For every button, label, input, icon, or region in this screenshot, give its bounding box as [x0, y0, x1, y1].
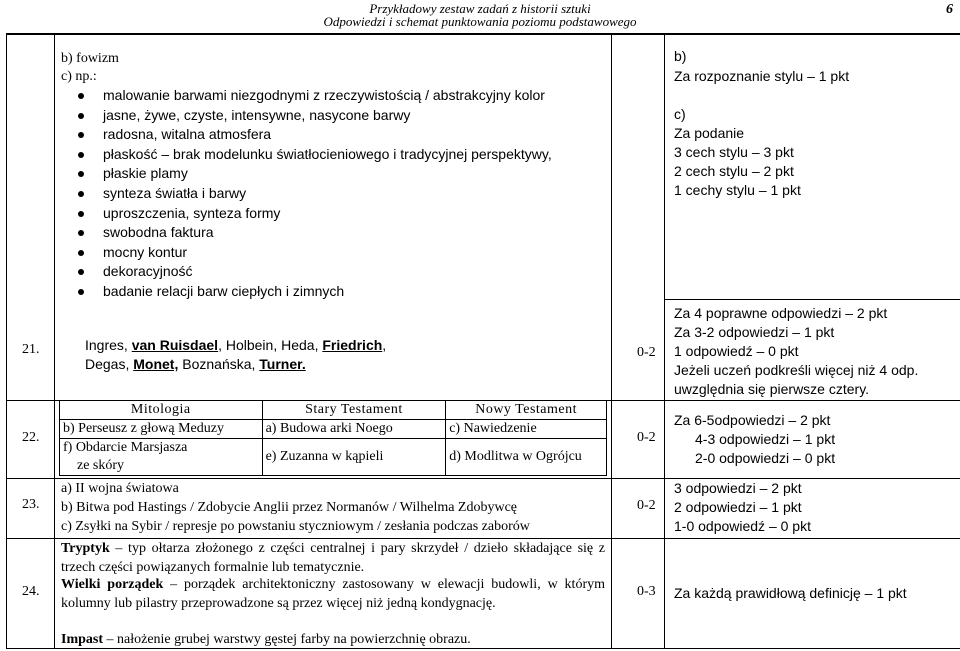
artist-text: , Holbein, Heda,	[218, 337, 323, 353]
artist-underlined: Friedrich	[322, 337, 383, 353]
definition: – typ ołtarza złożonego z części centralnej i pary skrzydeł / dzieło składające się z trzech części powiązanych formalnie lub tematycznie.	[61, 541, 605, 575]
definition-tryptyk	[61, 539, 605, 577]
table-cell: a) Budowa arki Noego	[262, 420, 446, 439]
question-number-22: 22.	[22, 430, 40, 445]
definition-impast	[61, 630, 605, 649]
grid-row-divider-21	[664, 299, 960, 300]
criteria-21-line: Za 4 poprawne odpowiedzi – 2 pkt	[674, 305, 888, 321]
artists-line-2	[85, 355, 306, 374]
mythology-testament-table	[59, 400, 607, 476]
artist-underlined: Turner.	[259, 356, 306, 372]
answer-21-b: b) fowizm	[61, 51, 119, 66]
list-item: dekoracyjność	[70, 262, 552, 282]
points-24: 0-3	[637, 584, 656, 599]
term: Wielki porządek	[61, 577, 164, 592]
answer-21-c: c) np.:	[61, 69, 97, 84]
table-cell: c) Nawiedzenie	[446, 420, 607, 439]
term: Impast	[61, 632, 104, 647]
page-number: 6	[946, 2, 953, 17]
page-header	[0, 2, 960, 28]
list-item: uproszczenia, synteza formy	[70, 204, 552, 224]
definition-wielki-porzadek	[61, 575, 605, 613]
criteria-21-c1: 3 cech stylu – 3 pkt	[674, 144, 794, 160]
answer-23-c: c) Zsyłki na Sybir / represje po powstaniu styczniowym / zesłania podczas zaborów	[61, 519, 530, 534]
list-item: płaskość – brak modelunku światłocieniowego i tradycyjnej perspektywy,	[70, 145, 552, 165]
artist-text: Degas,	[85, 356, 134, 372]
artist-text: Boznańska,	[178, 356, 260, 372]
artist-text: Ingres,	[85, 337, 132, 353]
grid-col-answer	[611, 33, 612, 649]
definition: – nałożenie grubej warstwy gęstej farby na powierzchnię obrazu.	[103, 632, 471, 647]
cell-line: f) Obdarcie Marsjasza	[63, 440, 188, 455]
criteria-21-c2: 2 cech stylu – 2 pkt	[674, 163, 794, 179]
artist-text: ,	[382, 337, 387, 353]
term: Tryptyk	[61, 541, 110, 556]
criteria-23-line: 1-0 odpowiedź – 0 pkt	[674, 518, 811, 534]
question-number-24: 24.	[22, 584, 40, 599]
criteria-23-line: 2 odpowiedzi – 1 pkt	[674, 499, 802, 515]
criteria-21-b-label: b)	[674, 48, 687, 64]
question-number-21: 21.	[22, 342, 40, 357]
table-row	[60, 439, 607, 476]
list-item: badanie relacji barw ciepłych i zimnych	[70, 282, 552, 302]
table-header-row	[60, 401, 607, 420]
column-header: Nowy Testament	[446, 401, 607, 420]
definition: – porządek architektoniczny zastosowany w elewacji budowli, w którym kolumny lub pilastry przeprowadzone są przez więcej niż jedną kondygnację.	[61, 577, 605, 611]
criteria-21-line: Za 3-2 odpowiedzi – 1 pkt	[674, 324, 835, 340]
list-item: płaskie plamy	[70, 164, 552, 184]
grid-top-border	[6, 33, 960, 35]
points-22: 0-2	[637, 430, 656, 445]
points-21: 0-2	[637, 345, 656, 360]
list-item: radosna, witalna atmosfera	[70, 125, 552, 145]
criteria-21-line: 1 odpowiedź – 0 pkt	[674, 343, 799, 359]
list-item: malowanie barwami niezgodnymi z rzeczywistością / abstrakcyjny kolor	[70, 86, 552, 106]
criteria-21-c-text: Za podanie	[674, 125, 745, 141]
style-features-list	[70, 86, 552, 302]
list-item: mocny kontur	[70, 243, 552, 263]
artist-underlined: van Ruisdael	[131, 337, 219, 353]
criteria-22-line: 4-3 odpowiedzi – 1 pkt	[695, 431, 836, 447]
criteria-21-c3: 1 cechy stylu – 1 pkt	[674, 182, 801, 198]
table-cell: b) Perseusz z głową Meduzy	[60, 420, 263, 439]
column-header: Mitologia	[60, 401, 263, 420]
grid-left-border	[6, 33, 7, 649]
points-23: 0-2	[637, 498, 656, 513]
criteria-23-line: 3 odpowiedzi – 2 pkt	[674, 480, 802, 496]
grid-col-number	[54, 33, 55, 649]
criteria-22-line: Za 6-5odpowiedzi – 2 pkt	[674, 412, 831, 428]
criteria-21-b-text: Za rozpoznanie stylu – 1 pkt	[674, 68, 850, 84]
header-title: Przykładowy zestaw zadań z historii sztuki	[369, 1, 591, 16]
question-number-23: 23.	[22, 497, 40, 512]
answer-23-a: a) II wojna światowa	[61, 481, 179, 496]
artists-line-1	[85, 336, 386, 355]
grid-col-points	[664, 33, 665, 649]
cell-line: ze skóry	[77, 458, 125, 473]
criteria-21-line: Jeżeli uczeń podkreśli więcej niż 4 odp.	[674, 362, 919, 378]
criteria-24: Za każdą prawidłową definicję – 1 pkt	[674, 585, 907, 601]
table-cell: e) Zuzanna w kąpieli	[262, 439, 446, 476]
criteria-21-c-label: c)	[674, 106, 686, 122]
list-item: swobodna faktura	[70, 223, 552, 243]
table-row	[60, 420, 607, 439]
table-cell	[60, 439, 263, 476]
criteria-22-line: 2-0 odpowiedzi – 0 pkt	[695, 450, 836, 466]
column-header: Stary Testament	[262, 401, 446, 420]
list-item: synteza światła i barwy	[70, 184, 552, 204]
criteria-21-line: uwzględnia się pierwsze cztery.	[674, 381, 870, 397]
artist-underlined: Monet,	[133, 356, 179, 372]
table-cell: d) Modlitwa w Ogrójcu	[446, 439, 607, 476]
header-subtitle: Odpowiedzi i schemat punktowania poziomu podstawowego	[323, 14, 637, 29]
list-item: jasne, żywe, czyste, intensywne, nasycone barwy	[70, 106, 552, 126]
answer-23-b: b) Bitwa pod Hastings / Zdobycie Anglii przez Normanów / Wilhelma Zdobywcę	[61, 500, 518, 515]
